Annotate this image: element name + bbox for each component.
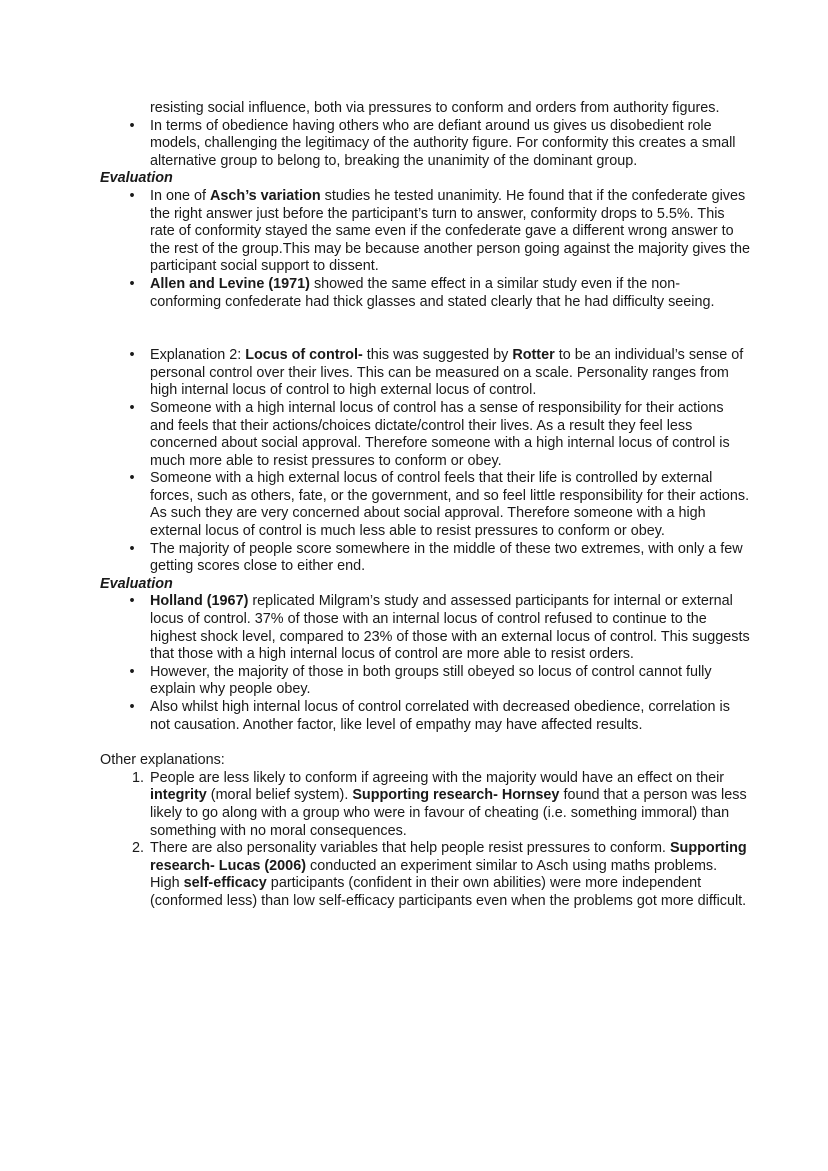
bullet-marker: •	[129, 470, 135, 487]
bold-term: Rotter	[512, 347, 555, 364]
bullet-text: In terms of obedience having others who are defiant around us gives us disobedient role models, challenging the legitimacy of the authority figure. For conformity this creates a small alternative group to belong to, breaking the unanimity of the dominant group.	[150, 117, 736, 169]
bullet-marker: •	[129, 347, 135, 364]
bullet-majority-obeyed	[129, 663, 750, 699]
bullet-marker: •	[129, 699, 135, 715]
bullet-marker: •	[129, 399, 135, 416]
item-number: 2.	[131, 840, 144, 857]
bullet-marker: •	[129, 117, 135, 134]
bold-term: self-efficacy	[183, 875, 267, 892]
bullet-holland	[129, 593, 750, 663]
bold-term: Asch’s variation	[210, 187, 321, 204]
bullet-text: replicated Milgram’s study and assessed participants for internal or external locus of control. 37% of those with an internal locus of control refused to continue to the highest shock level, compared to 23% of those with an external locus of control. This suggests that those with a high internal locus of control are more able to resist orders.	[150, 593, 750, 663]
bullet-marker: •	[129, 187, 135, 204]
bullet-obedience-role-models	[129, 117, 750, 171]
bullet-high-internal	[129, 399, 750, 470]
bullet-text: Also whilst high internal locus of control correlated with decreased obedience, correlation is not causation. Another factor, like level of empathy may have affected results.	[150, 699, 730, 733]
bullet-high-external	[129, 470, 750, 540]
bullet-marker: •	[129, 593, 135, 610]
bullet-text: studies he tested unanimity. He found that if the confederate gives the right answer just before the participant’s turn to answer, conformity drops to 5.5%. This rate of conformity stayed the same even if the confederate gave a different wrong answer to the rest of the group.This may be because another person going against the majority gives the participant social support to dissent.	[150, 187, 750, 275]
item-text: participants (confident in their own abilities) were more independent (conformed less) than low self-efficacy participants even when the problems got more difficult.	[150, 875, 747, 909]
bullet-correlation	[129, 699, 750, 734]
other-explanations-heading: Other explanations:	[100, 752, 225, 769]
numbered-item-integrity	[131, 769, 750, 840]
bold-term: Supporting research- Lucas (2006)	[150, 840, 747, 874]
bullet-majority-middle	[129, 540, 750, 576]
bullet-text: this was suggested by	[362, 347, 513, 364]
numbered-item-personality	[131, 840, 750, 910]
bullet-text: Someone with a high internal locus of control has a sense of responsibility for their actions and feels that their actions/choices dictate/control their lives. As a result they feel less concerned about social approval. Therefore someone with a high internal locus of control is much more able to resist pressures to conform or obey.	[150, 399, 730, 469]
bullet-marker: •	[129, 540, 135, 557]
bullet-text: Explanation 2:	[150, 347, 246, 364]
item-text: There are also personality variables that help people resist pressures to conform.	[150, 840, 670, 857]
bold-term: Supporting research- Hornsey	[352, 787, 560, 804]
bullet-text: Someone with a high external locus of control feels that their life is controlled by external forces, such as others, fate, or the government, and so feel little responsibility for their actions. As such they are very concerned about social approval. Therefore someone with a high external locus of control is much less able to resist pressures to conform or obey.	[150, 470, 750, 540]
bullet-allen-levine	[129, 275, 750, 311]
evaluation-heading-1: Evaluation	[100, 170, 173, 187]
bullet-asch-variation	[129, 187, 750, 276]
item-text: conducted an experiment similar to Asch using maths problems. High	[150, 857, 718, 892]
item-text: People are less likely to conform if agreeing with the majority would have an effect on their	[150, 769, 725, 786]
bold-term: integrity	[150, 787, 207, 804]
bullet-marker: •	[129, 663, 135, 680]
item-text: (moral belief system).	[206, 787, 353, 804]
bullet-text: In one of	[150, 187, 211, 204]
bullet-locus-of-control	[129, 347, 750, 400]
bullet-text: showed the same effect in a similar study even if the non-conforming confederate had thick glasses and stated clearly that he had difficulty seeing.	[150, 275, 715, 310]
item-number: 1.	[131, 769, 144, 786]
bullet-text: The majority of people score somewhere in the middle of these two extremes, with only a few getting scores close to either end.	[150, 540, 743, 575]
item-text: found that a person was less likely to go along with a group who were in favour of cheating (i.e. something immoral) than something with no moral consequences.	[150, 787, 747, 839]
bold-term: Allen and Levine (1971)	[150, 275, 310, 292]
bold-term: Holland (1967)	[150, 593, 249, 610]
bullet-text: to be an individual’s sense of personal control over their lives. This can be measured on a scale. Personality ranges from high internal locus of control to high external locus of control.	[150, 347, 744, 399]
bullet-text: However, the majority of those in both groups still obeyed so locus of control cannot fully explain why people obey.	[150, 663, 712, 698]
evaluation-heading-2: Evaluation	[100, 575, 173, 592]
bullet-marker: •	[129, 275, 135, 292]
continued-paragraph: resisting social influence, both via pressures to conform and orders from authority figures.	[150, 100, 720, 116]
bold-term: Locus of control-	[245, 347, 363, 364]
